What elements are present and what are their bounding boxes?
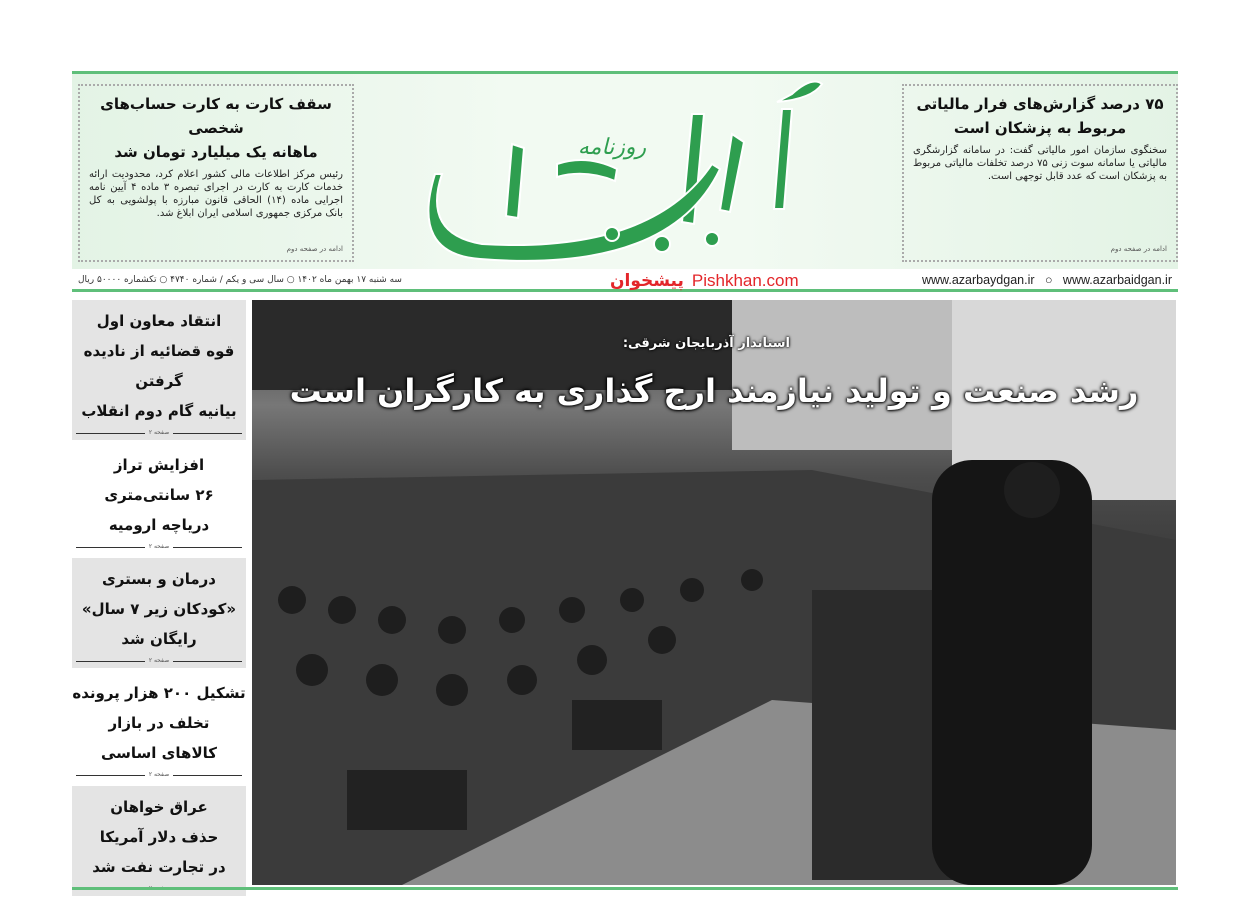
teaser-title-line: ۷۵ درصد گزارش‌های فرار مالیاتی bbox=[916, 95, 1164, 113]
sidebar-line: عراق خواهان bbox=[110, 798, 208, 816]
sidebar-line: انتقاد معاون اول bbox=[96, 312, 222, 330]
sidebar-line: تشکیل ۲۰۰ هزار پرونده bbox=[72, 684, 246, 702]
right-teaser-box[interactable] bbox=[902, 84, 1178, 262]
main-headline[interactable]: رشد صنعت و تولید نیازمند ارج گذاری به کارگران است bbox=[289, 372, 1139, 410]
bottom-rule bbox=[72, 887, 1178, 890]
sidebar-line: افزایش تراز bbox=[113, 456, 205, 474]
sidebar-item[interactable] bbox=[72, 444, 246, 554]
teaser-title-line: مربوط به پزشکان است bbox=[953, 119, 1127, 137]
teaser-body: سخنگوی سازمان امور مالیاتی گفت: در سامانه گزارشگری مالیاتی یا سامانه سوت زنی ۷۵ درصد تخلفات مالیاتی مربوط به پزشکان است که عدد قابل توجهی است. bbox=[913, 145, 1167, 182]
date-issue: سه شنبه ۱۷ بهمن ماه ۱۴۰۲ ○ سال سی و یکم / شماره ۴۷۴۰ ○ تکشماره ۵۰۰۰۰ ریال bbox=[78, 274, 402, 285]
sidebar-item[interactable] bbox=[72, 786, 246, 896]
watermark-fa: پیشخوان bbox=[610, 271, 684, 291]
teaser-title-line: سقف کارت به کارت حساب‌های شخصی bbox=[100, 95, 332, 137]
sidebar-line: کالاهای اساسی bbox=[101, 744, 217, 762]
sidebar-line: دریاچه ارومیه bbox=[108, 516, 210, 534]
sidebar-line: حذف دلار آمریکا bbox=[99, 828, 219, 846]
sidebar-item[interactable] bbox=[72, 672, 246, 782]
teaser-title-line: ماهانه یک میلیارد تومان شد bbox=[114, 143, 318, 161]
sidebar-line: تخلف در بازار bbox=[108, 714, 210, 732]
page-ref: صفحه ۲ bbox=[72, 654, 246, 668]
continue-note: ادامه در صفحه دوم bbox=[286, 245, 343, 253]
continue-note: ادامه در صفحه دوم bbox=[1110, 245, 1167, 253]
sidebar-line: بیانیه گام دوم انقلاب bbox=[81, 402, 237, 420]
headline-kicker: استاندار آذربایجان شرقی: bbox=[622, 336, 790, 351]
sidebar-item[interactable] bbox=[72, 558, 246, 668]
newspaper-logo bbox=[412, 74, 832, 272]
page-ref: صفحه ۲ bbox=[72, 882, 246, 896]
page-ref: صفحه ۲ bbox=[72, 540, 246, 554]
sidebar-line: رایگان شد bbox=[121, 630, 197, 648]
logo-subtitle: روزنامه bbox=[577, 135, 647, 160]
sidebar-line: در تجارت نفت شد bbox=[92, 858, 226, 876]
website-links[interactable]: www.azarbaydgan.ir ○ www.azarbaidgan.ir bbox=[921, 272, 1172, 287]
sidebar-line: درمان و بستری bbox=[102, 570, 216, 588]
teaser-body: رئیس مرکز اطلاعات مالی کشور اعلام کرد، محدودیت ارائه خدمات کارت به کارت در اجرای تبصره ۳ ماده ۴ آیین نامه اجرایی ماده (۱۴) الحاقی قانون مبارزه با پولشویی به کل بانک مرکزی جمهوری اسلامی ایران ابلاغ شد. bbox=[89, 169, 344, 219]
masthead bbox=[72, 71, 1178, 269]
page-ref: صفحه ۲ bbox=[72, 426, 246, 440]
watermark-latin: Pishkhan.com bbox=[691, 271, 799, 290]
watermark bbox=[610, 270, 799, 292]
main-photo[interactable] bbox=[252, 300, 1176, 885]
sidebar-line: قوه قضائیه از نادیده گرفتن bbox=[83, 342, 235, 390]
sidebar-line: «کودکان زیر ۷ سال» bbox=[81, 600, 237, 618]
page-ref: صفحه ۲ bbox=[72, 768, 246, 782]
sidebar-headlines bbox=[72, 300, 246, 900]
sidebar-item[interactable] bbox=[72, 300, 246, 440]
sidebar-line: ۲۶ سانتی‌متری bbox=[104, 486, 214, 504]
left-teaser-box[interactable] bbox=[78, 84, 354, 262]
